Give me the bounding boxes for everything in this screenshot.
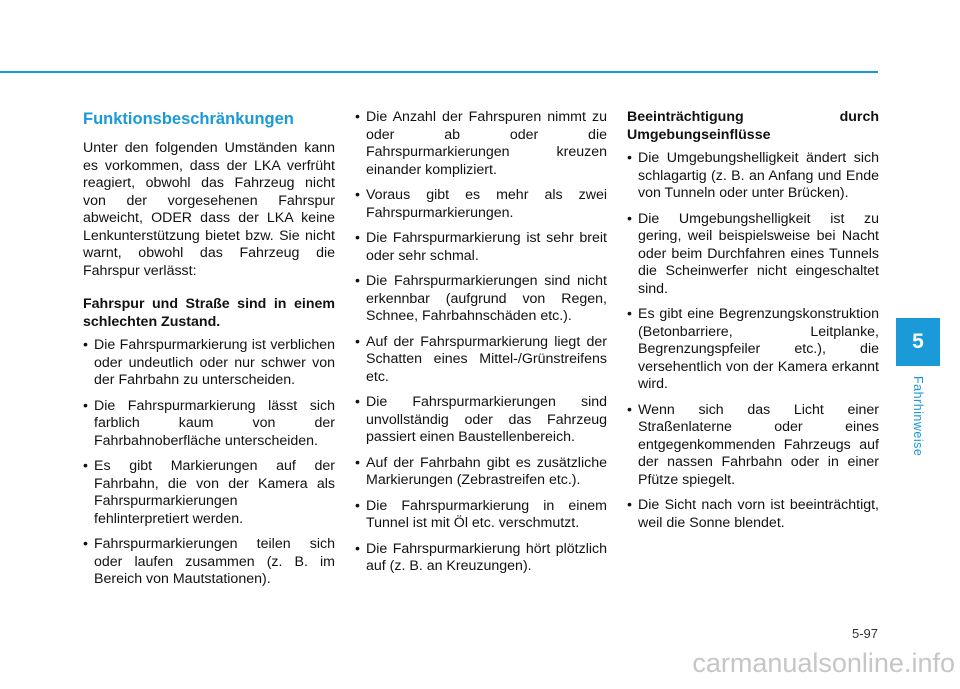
list-item: • Die Fahrspurmarkierung lässt sich farblich kaum von der Fahrbahnoberfläche unterscheiden. bbox=[83, 398, 335, 451]
list-item: • Die Fahrspurmarkierungen sind nicht erkennbar (aufgrund von Regen, Schnee, Fahrbahnschäden etc.). bbox=[355, 273, 607, 326]
list-item: • Fahrspurmarkierungen teilen sich oder laufen zusammen (z. B. im Bereich von Mautstationen). bbox=[83, 536, 335, 589]
watermark[interactable]: carmanualsonline.info bbox=[692, 648, 955, 678]
list-item: • Die Umgebungshelligkeit ist zu gering, weil beispielsweise bei Nacht oder beim Durchfahren eines Tunnels die Scheinwerfer nicht eingeschaltet sind. bbox=[627, 211, 879, 299]
list-item: • Die Sicht nach vorn ist beeinträchtigt, weil die Sonne blendet. bbox=[627, 497, 879, 532]
road-condition-list bbox=[83, 337, 335, 589]
header-rule bbox=[0, 71, 878, 73]
chapter-label: Fahrhinweise bbox=[911, 376, 925, 457]
list-item: • Die Fahrspurmarkierungen sind unvollständig oder das Fahrzeug passiert einen Baustellenbereich. bbox=[355, 394, 607, 447]
section-title: Funktionsbeschränkungen bbox=[83, 110, 294, 128]
column-left bbox=[83, 109, 335, 597]
list-item: • Die Umgebungshelligkeit ändert sich schlagartig (z. B. an Anfang und Ende von Tunneln oder unter Brücken). bbox=[627, 150, 879, 203]
list-item: • Voraus gibt es mehr als zwei Fahrspurmarkierungen. bbox=[355, 187, 607, 222]
list-item: • Die Fahrspurmarkierung ist sehr breit oder sehr schmal. bbox=[355, 230, 607, 265]
list-item: • Es gibt Markierungen auf der Fahrbahn, die von der Kamera als Fahrspurmarkierungen fehlinterpretiert werden. bbox=[83, 458, 335, 528]
list-item: • Die Fahrspurmarkierung in einem Tunnel ist mit Öl etc. verschmutzt. bbox=[355, 498, 607, 533]
list-item: • Die Anzahl der Fahrspuren nimmt zu oder ab oder die Fahrspurmarkierungen kreuzen einander kompliziert. bbox=[355, 109, 607, 179]
lane-marking-list bbox=[355, 109, 607, 576]
road-condition-heading: Fahrspur und Straße sind in einem schlechten Zustand. bbox=[83, 296, 335, 330]
list-item: • Auf der Fahrbahn gibt es zusätzliche Markierungen (Zebrastreifen etc.). bbox=[355, 455, 607, 490]
environment-list bbox=[627, 150, 879, 532]
list-item: • Es gibt eine Begrenzungskonstruktion (Betonbarriere, Leitplanke, Begrenzungspfeiler etc.), die versehentlich von der Kamera erkannt wird. bbox=[627, 306, 879, 394]
column-middle bbox=[355, 109, 607, 584]
list-item: • Die Fahrspurmarkierung hört plötzlich auf (z. B. an Kreuzungen). bbox=[355, 541, 607, 576]
chapter-number-tab: 5 bbox=[896, 318, 940, 366]
environment-heading: Beeinträchtigung durch Umgebungseinflüsse bbox=[627, 109, 879, 143]
page-number: 5-97 bbox=[851, 626, 878, 641]
list-item: • Auf der Fahrspurmarkierung liegt der Schatten eines Mittel-/Grünstreifens etc. bbox=[355, 334, 607, 387]
column-right bbox=[627, 109, 879, 540]
intro-paragraph: Unter den folgenden Umständen kann es vorkommen, dass der LKA verfrüht reagiert, obwohl das Fahrzeug nicht von der vorgesehenen Fahrspur abweicht, ODER dass der LKA keine Lenkunterstützung bietet bzw. Sie nicht warnt, obwohl das Fahrzeug die Fahrspur verlässt: bbox=[83, 140, 335, 279]
list-item: • Wenn sich das Licht einer Straßenlaterne oder eines entgegenkommenden Fahrzeugs auf der nassen Fahrbahn oder in einer Pfütze spiegelt. bbox=[627, 402, 879, 490]
list-item: • Die Fahrspurmarkierung ist verblichen oder undeutlich oder nur schwer von der Fahrbahn zu unterscheiden. bbox=[83, 337, 335, 390]
